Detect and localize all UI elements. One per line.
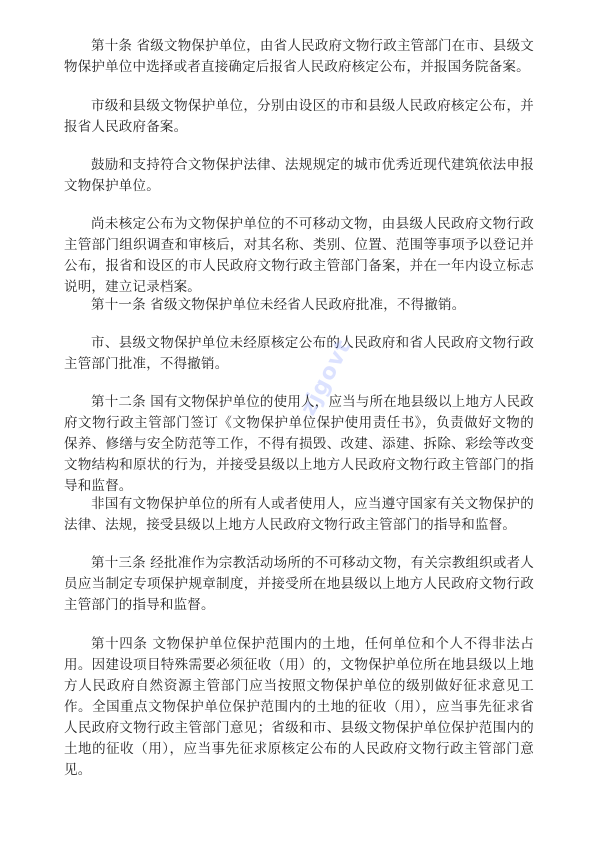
paragraph-revocation: 市、县级文物保护单位未经原核定公布的人民政府和省人民政府文物行政主管部门批准，不得撤销。 <box>64 335 534 372</box>
paragraph-private-units: 非国有文物保护单位的所有人或者使用人，应当遵守国家有关文物保护的法律、法规，接受县级以上地方人民政府文物行政主管部门的指导和监督。 <box>64 496 534 533</box>
paragraph-article-11: 第十一条 省级文物保护单位未经省人民政府批准，不得撤销。 <box>91 297 466 313</box>
paragraph-article-14: 第十四条 文物保护单位保护范围内的土地，任何单位和个人不得非法占用。因建设项目特殊需要必须征收（用）的，文物保护单位所在地县级以上地方人民政府自然资源主管部门应当按照文物保护单位的级别做好征求意见工作。全国重点文物保护单位保护范围内的土地的征收（用），应当事先征求省人民政府文物行政主管部门意见；省级和市、县级文物保护单位保护范围内的土地的征收（用），应当事先征求原核定公布的人民政府文物行政主管部门意见。 <box>64 636 534 778</box>
paragraph-article-10: 第十条 省级文物保护单位，由省人民政府文物行政主管部门在市、县级文物保护单位中选择或者直接确定后报省人民政府核定公布，并报国务院备案。 <box>64 38 534 75</box>
paragraph-unregistered-relics: 尚未核定公布为文物保护单位的不可移动文物，由县级人民政府文物行政主管部门组织调查和审核后，对其名称、类别、位置、范围等事项予以登记并公布，报省和设区的市人民政府文物行政主管部门备案，并在一年内设立标志说明，建立记录档案。 <box>64 216 534 295</box>
paragraph-article-12: 第十二条 国有文物保护单位的使用人，应当与所在地县级以上地方人民政府文物行政主管部门签订《文物保护单位保护使用责任书》，负责做好文物的保养、修缮与安全防范等工作，不得有损毁、改建、添建、拆除、彩绘等改变文物结构和原状的行为，并接受县级以上地方人民政府文物行政主管部门的指导和监督。 <box>64 394 534 494</box>
paragraph-modern-buildings: 鼓励和支持符合文物保护法律、法规规定的城市优秀近现代建筑依法申报文物保护单位。 <box>64 157 534 194</box>
watermark-logo: zjgovt <box>296 335 357 420</box>
paragraph-article-13: 第十三条 经批准作为宗教活动场所的不可移动文物，有关宗教组织或者人员应当制定专项保护规章制度，并接受所在地县级以上地方人民政府文物行政主管部门的指导和监督。 <box>64 555 534 613</box>
paragraph-city-county-units: 市级和县级文物保护单位，分别由设区的市和县级人民政府核定公布，并报省人民政府备案。 <box>64 98 534 135</box>
